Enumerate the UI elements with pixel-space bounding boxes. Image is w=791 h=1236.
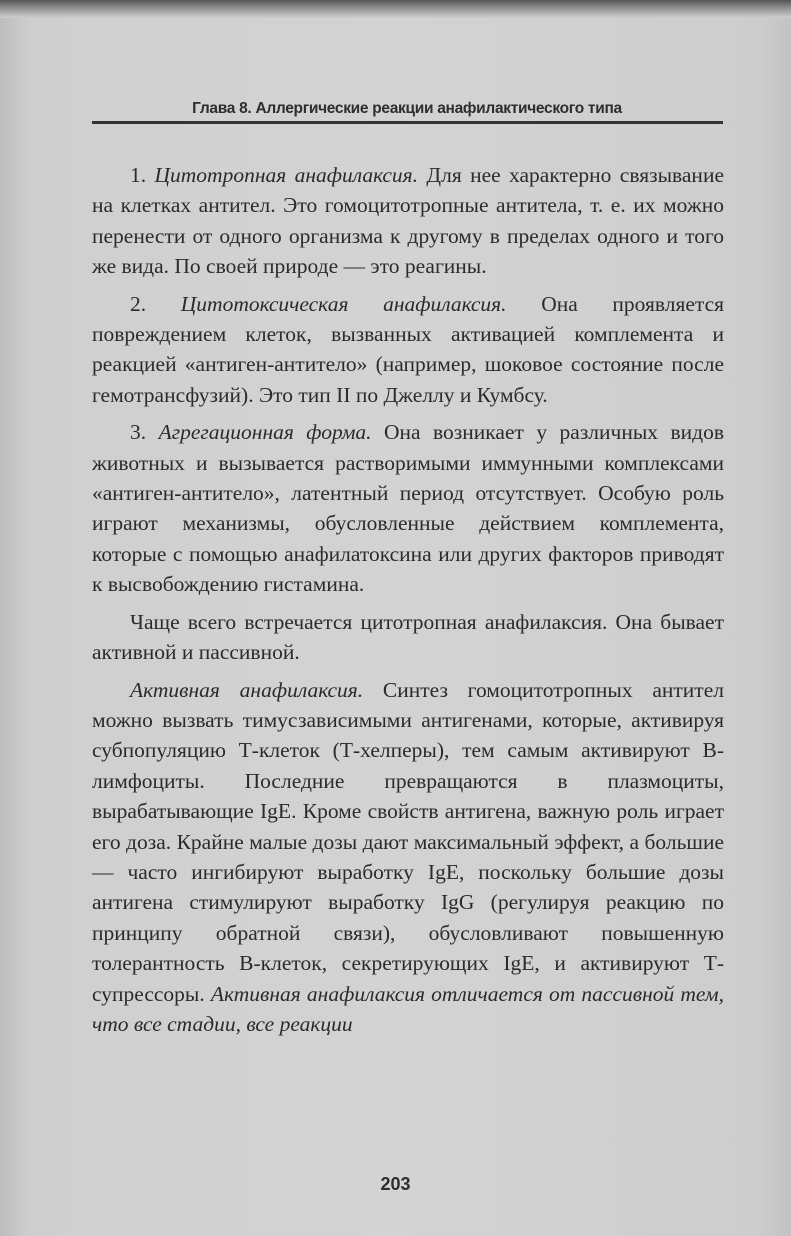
paragraph-1-text: Для нее характерно связывание на клетках антител. Это гомоцитотропные антитела, т. е. их можно перенести от одного организма к другому в пределах одного и того же вида. По своей природе — это реагины. xyxy=(92,163,724,279)
paragraph-5-term: Активная анафилаксия. xyxy=(130,677,364,702)
paragraph-5-italic-tail: Активная анафилаксия отличается от пассивной тем, что все стадии, все реакции xyxy=(92,981,724,1036)
paragraph-5 xyxy=(92,675,724,1040)
paragraph-2-term: Цитотоксическая анафилаксия. xyxy=(180,291,507,316)
paragraph-3-term: Агрегационная форма. xyxy=(158,420,372,445)
page-number: 203 xyxy=(380,1174,411,1194)
paragraph-2 xyxy=(92,289,724,411)
paragraph-1-term: Цитотропная анафилаксия. xyxy=(154,163,419,187)
paragraph-4-text: Чаще всего встречается цитотропная анафилаксия. Она бывает активной и пассивной. xyxy=(92,609,724,665)
paragraph-3-number: 3. xyxy=(130,420,159,445)
page-top-edge xyxy=(0,0,791,18)
paragraph-2-text: Она проявляется повреждением клеток, вызванных активацией комплемента и реакцией «антиген-антитело» (например, шоковое состояние после гемотрансфузий). Это тип II по Джеллу и Кумбсу. xyxy=(92,291,725,407)
paragraph-4 xyxy=(92,607,724,668)
paragraph-3-text: Она возникает у различных видов животных и вызывается растворимыми иммунными комплексами «антиген-антитело», латентный период отсутствует. Особую роль играют механизмы, обусловленные действием комплемента, которые с помощью анафилатоксина или других факторов приводят к высвобождению гистамина. xyxy=(92,420,725,597)
paragraph-1-number: 1. xyxy=(130,163,155,187)
body-text xyxy=(92,160,724,1039)
paragraph-5-text: Синтез гомоцитотропных антител можно вызвать тимусзависимыми антигенами, которые, активируя субпопуляцию Т-клеток (Т-хелперы), тем самым активируют В-лимфоциты. Последние превращаются в плазмоциты, вырабатывающие IgE. Кроме свойств антигена, важную роль играет его доза. Крайне малые дозы дают максимальный эффект, а большие — часто ингибируют выработку IgE, поскольку большие дозы антигена стимулируют выработку IgG (регулируя реакцию по принципу обратной связи), обусловливают повышенную толерантность В-клеток, секретирующих IgE, и активируют Т-супрессоры. xyxy=(92,677,724,1006)
paragraph-3 xyxy=(92,417,724,599)
paragraph-1 xyxy=(92,160,724,282)
running-header: Глава 8. Аллергические реакции анафилактического типа xyxy=(192,100,622,117)
paragraph-2-number: 2. xyxy=(130,291,181,316)
header-rule xyxy=(92,121,723,124)
